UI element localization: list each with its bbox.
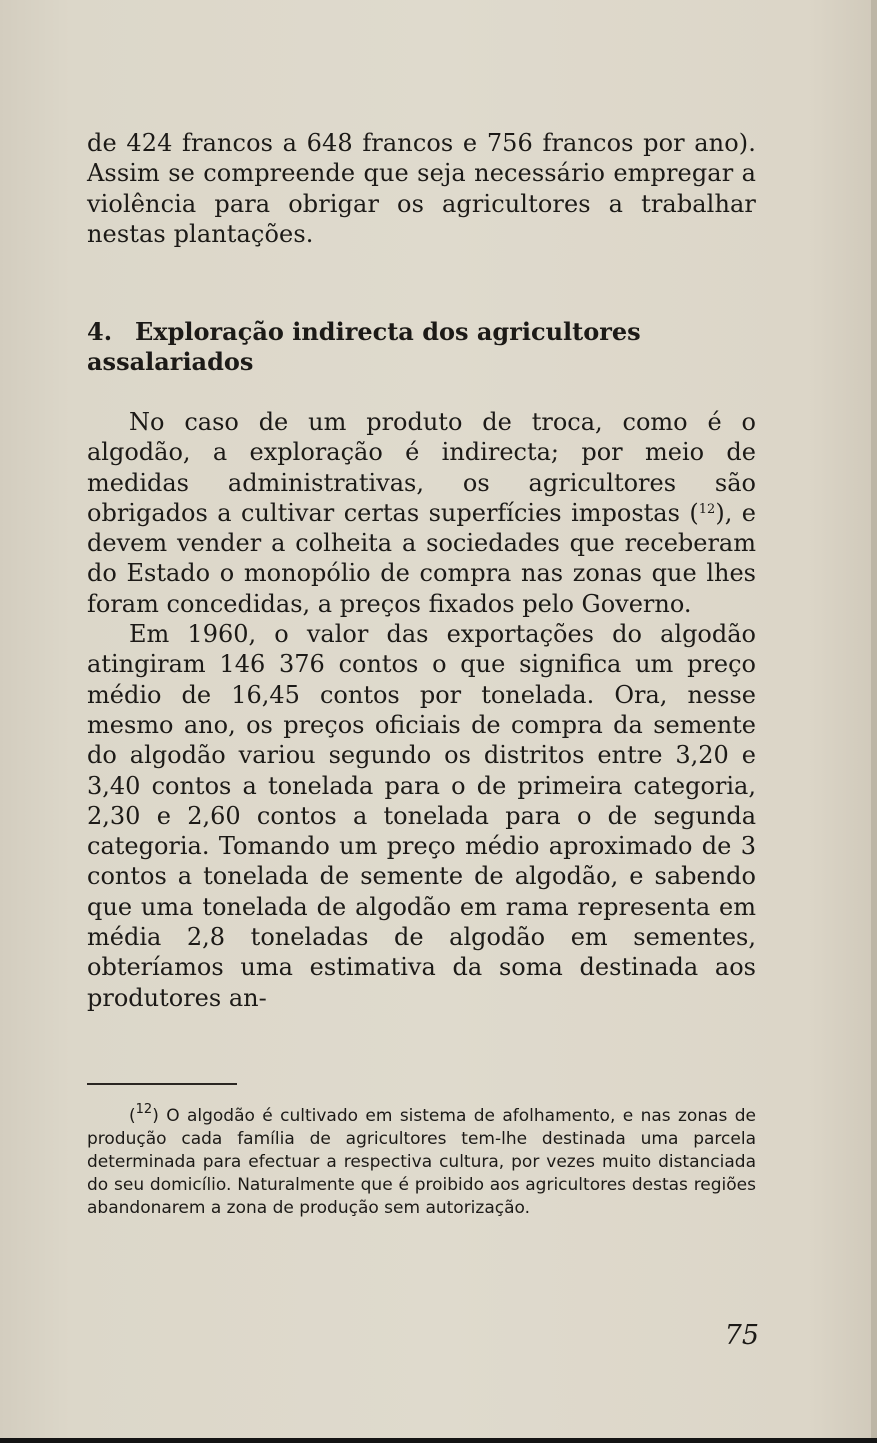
section-heading xyxy=(87,317,756,378)
footnote xyxy=(87,1102,756,1220)
page-bottom-border xyxy=(0,1438,877,1443)
footnote-open-paren: ( xyxy=(129,1106,136,1126)
section-number: 4. xyxy=(87,317,113,346)
paragraph-2: Em 1960, o valor das exportações do algodão atingiram 146 376 contos o que significa um preço médio de 16,45 contos por tonelada. Ora, nesse mesmo ano, os preços oficiais de compra da semente do algodão variou segundo os distritos entre 3,20 e 3,40 contos a tonelada para o de primeira categoria, 2,30 e 2,60 contos a tonelada para o de segunda categoria. Tomando um preço médio aproximado de 3 contos a tonelada de semente de algodão, e sabendo que uma tonelada de algodão em rama representa em média 2,8 toneladas de algodão em sementes, obteríamos uma estimativa da soma destinada aos produtores an- xyxy=(87,620,756,1012)
footnote-number: 12 xyxy=(135,1102,153,1117)
section-title: Exploração indirecta dos agricultores assalariados xyxy=(87,317,641,377)
page-number: 75 xyxy=(724,1320,759,1351)
page-edge xyxy=(871,0,877,1443)
footnote-text: O algodão é cultivado em sistema de afolhamento, e nas zonas de produção cada família de agricultores tem-lhe destinada uma parcela determinada para efectuar a respectiva cultura, por vezes muito distanciada do seu domicílio. Naturalmente que é proibido aos agricultores destas regiões abandonarem a zona de produção sem autorização. xyxy=(87,1106,756,1218)
footnote-divider xyxy=(87,1083,237,1085)
paragraph-1 xyxy=(87,407,756,619)
footnote-reference: 12 xyxy=(698,501,716,517)
continuation-paragraph: de 424 francos a 648 francos e 756 francos por ano). Assim se compreende que seja necessário empregar a violência para obrigar os agricultores a trabalhar nestas plantações. xyxy=(87,129,756,248)
paragraph-1-text-a: No caso de um produto de troca, como é o algodão, a exploração é indirecta; por meio de medidas administrativas, os agricultores são obrigados a cultivar certas superfícies impostas ( xyxy=(87,408,756,527)
continuation-paragraph-block xyxy=(87,128,756,249)
section-body xyxy=(87,407,756,1013)
paragraph-1-text-b: ), e devem vender a colheita a sociedades que receberam do Estado o monopólio de compra nas zonas que lhes foram concedidas, a preços fixados pelo Governo. xyxy=(87,498,757,618)
footnote-close-paren: ) xyxy=(152,1106,159,1126)
